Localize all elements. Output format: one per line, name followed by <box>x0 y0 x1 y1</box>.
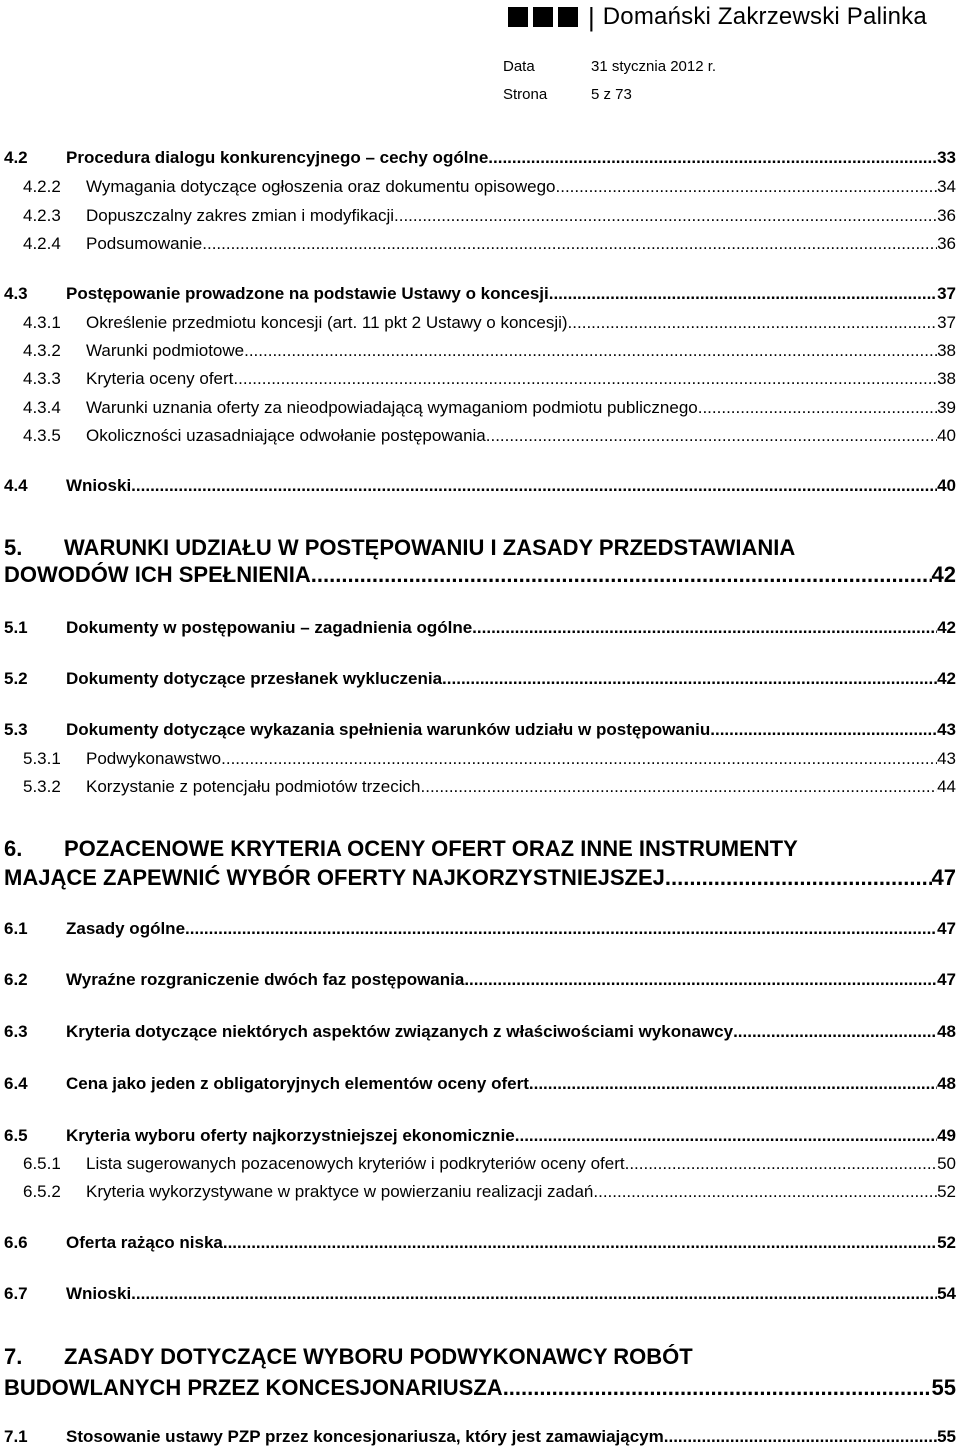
toc-entry[interactable] <box>0 398 956 418</box>
toc-title: Postępowanie prowadzone na podstawie Ustawy o koncesji <box>66 284 549 303</box>
toc-leader <box>311 562 932 588</box>
toc-leader <box>394 206 937 226</box>
toc-leader <box>515 1126 937 1146</box>
toc-title: Kryteria wykorzystywane w praktyce w powierzaniu realizacji zadań <box>86 1182 594 1201</box>
firm-logo <box>508 4 927 30</box>
date-value: 31 stycznia 2012 r. <box>591 58 717 75</box>
toc-page-number: 55 <box>931 1375 956 1400</box>
toc-title: Kryteria oceny ofert <box>86 369 234 388</box>
firm-name: Domański Zakrzewski Palinka <box>602 3 927 30</box>
toc-page-number: 37 <box>937 284 956 303</box>
toc-page-number: 36 <box>937 234 956 253</box>
toc-leader <box>549 284 937 304</box>
toc-number: 7. <box>4 1344 23 1369</box>
toc-number: 6.3 <box>4 1022 28 1041</box>
toc-title: Podwykonawstwo <box>86 749 222 768</box>
toc-page-number: 42 <box>931 562 956 587</box>
toc-number: 4.2.2 <box>23 177 61 196</box>
toc-leader <box>221 749 937 769</box>
toc-leader <box>472 618 937 638</box>
toc-leader <box>233 369 937 389</box>
toc-number: 4.3.4 <box>23 398 61 417</box>
toc-entry[interactable] <box>0 1182 956 1202</box>
toc-chapter-line1 <box>4 1344 693 1370</box>
toc-title: Warunki uznania oferty za nieodpowiadającą wymaganiom podmiotu publicznego <box>86 398 698 417</box>
toc-title: Korzystanie z potencjału podmiotów trzecich <box>86 777 421 796</box>
toc-entry[interactable] <box>0 777 956 797</box>
page-label: Strona <box>503 86 548 103</box>
toc-entry[interactable] <box>0 669 956 689</box>
toc-page-number: 54 <box>937 1284 956 1303</box>
toc-page-number: 38 <box>937 341 956 360</box>
toc-leader <box>131 476 937 496</box>
toc-page-number: 38 <box>937 369 956 388</box>
toc-number: 5.3.2 <box>23 777 61 796</box>
toc-entry[interactable] <box>0 369 956 389</box>
toc-title: Dopuszczalny zakres zmian i modyfikacji <box>86 206 394 225</box>
toc-title: Okoliczności uzasadniające odwołanie postępowania <box>86 426 486 445</box>
toc-entry[interactable] <box>0 749 956 769</box>
toc-leader <box>593 1182 937 1202</box>
toc-title: DOWODÓW ICH SPEŁNIENIA <box>4 562 311 587</box>
toc-entry[interactable] <box>0 1074 956 1094</box>
toc-number: 5.3 <box>4 720 28 739</box>
date-line <box>503 58 716 75</box>
toc-leader <box>185 919 937 939</box>
toc-leader <box>556 177 938 197</box>
toc-chapter-line1 <box>4 836 798 862</box>
toc-entry[interactable] <box>0 177 956 197</box>
toc-entry[interactable] <box>0 919 956 939</box>
toc-number: 4.3.5 <box>23 426 61 445</box>
toc-title: Lista sugerowanych pozacenowych kryteriów i podkryteriów oceny ofert <box>86 1154 625 1173</box>
toc-entry[interactable] <box>0 1126 956 1146</box>
toc-title: Cena jako jeden z obligatoryjnych elementów oceny ofert <box>66 1074 529 1093</box>
toc-page-number: 49 <box>937 1126 956 1145</box>
toc-number: 4.3.1 <box>23 313 61 332</box>
toc-number: 6.5.1 <box>23 1154 61 1173</box>
toc-leader <box>568 313 938 333</box>
toc-title: Warunki podmiotowe <box>86 341 245 360</box>
toc-title: POZACENOWE KRYTERIA OCENY OFERT ORAZ INNE INSTRUMENTY <box>64 836 798 861</box>
toc-entry[interactable] <box>0 1233 956 1253</box>
toc-entry[interactable] <box>0 1022 956 1042</box>
toc-number: 6.5 <box>4 1126 28 1145</box>
toc-entry[interactable] <box>0 426 956 446</box>
toc-leader <box>486 426 937 446</box>
toc-number: 7.1 <box>4 1427 28 1446</box>
toc-leader <box>665 865 932 891</box>
toc-page-number: 50 <box>937 1154 956 1173</box>
toc-entry[interactable] <box>0 970 956 990</box>
toc-number: 6.4 <box>4 1074 28 1093</box>
toc-page-number: 43 <box>937 720 956 739</box>
toc-leader <box>244 341 937 361</box>
toc-title: Kryteria dotyczące niektórych aspektów związanych z właściwościami wykonawcy <box>66 1022 734 1041</box>
toc-page-number: 44 <box>937 777 956 796</box>
toc-page-number: 47 <box>937 919 956 938</box>
toc-number: 5.1 <box>4 618 28 637</box>
toc-page-number: 36 <box>937 206 956 225</box>
toc-leader <box>131 1284 937 1304</box>
toc-number: 6. <box>4 836 23 861</box>
toc-entry[interactable] <box>0 341 956 361</box>
toc-page-number: 40 <box>937 476 956 495</box>
toc-page-number: 48 <box>937 1074 956 1093</box>
toc-page-number: 52 <box>937 1182 956 1201</box>
toc-number: 5.2 <box>4 669 28 688</box>
toc-leader <box>442 669 937 689</box>
toc-page-number: 34 <box>937 177 956 196</box>
toc-title: Wyraźne rozgraniczenie dwóch faz postępowania <box>66 970 465 989</box>
page-value: 5 z 73 <box>591 86 632 103</box>
toc-page-number: 42 <box>937 618 956 637</box>
toc-leader <box>625 1154 937 1174</box>
toc-entry[interactable] <box>0 148 956 168</box>
toc-title: WARUNKI UDZIAŁU W POSTĘPOWANIU I ZASADY PRZEDSTAWIANIA <box>64 535 796 560</box>
toc-title: Kryteria wyboru oferty najkorzystniejszej ekonomicznie <box>66 1126 515 1145</box>
toc-number: 6.2 <box>4 970 28 989</box>
toc-entry[interactable] <box>0 1427 956 1447</box>
toc-page-number: 40 <box>937 426 956 445</box>
toc-leader <box>488 148 937 168</box>
toc-number: 6.6 <box>4 1233 28 1252</box>
toc-leader <box>223 1233 937 1253</box>
toc-entry[interactable] <box>0 1154 956 1174</box>
toc-number: 6.7 <box>4 1284 28 1303</box>
toc-leader <box>664 1427 937 1447</box>
toc-title: Zasady ogólne <box>66 919 186 938</box>
toc-number: 5. <box>4 535 23 560</box>
toc-number: 4.3 <box>4 284 28 303</box>
toc-page-number: 33 <box>937 148 956 167</box>
toc-leader <box>698 398 937 418</box>
toc-title: BUDOWLANYCH PRZEZ KONCESJONARIUSZA <box>4 1375 503 1400</box>
toc-page-number: 42 <box>937 669 956 688</box>
toc-page-number: 37 <box>937 313 956 332</box>
toc-leader <box>421 777 938 797</box>
logo-square-icon <box>508 7 528 27</box>
toc-page-number: 47 <box>931 865 956 890</box>
toc-title: Procedura dialogu konkurencyjnego – cechy ogólne <box>66 148 489 167</box>
toc-title: Dokumenty dotyczące wykazania spełnienia warunków udziału w postępowaniu <box>66 720 711 739</box>
toc-title: Wymagania dotyczące ogłoszenia oraz dokumentu opisowego <box>86 177 556 196</box>
toc-chapter-line1 <box>4 535 795 561</box>
toc-page-number: 52 <box>937 1233 956 1252</box>
toc-entry[interactable] <box>0 1375 956 1401</box>
date-label: Data <box>503 58 535 75</box>
toc-title: ZASADY DOTYCZĄCE WYBORU PODWYKONAWCY ROBÓT <box>64 1344 693 1369</box>
toc-leader <box>529 1074 937 1094</box>
toc-number: 4.2.3 <box>23 206 61 225</box>
toc-title: Wnioski <box>66 476 132 495</box>
toc-number: 6.1 <box>4 919 28 938</box>
toc-entry[interactable] <box>0 562 956 588</box>
toc-leader <box>503 1375 932 1401</box>
logo-square-icon <box>558 7 578 27</box>
toc-title: Podsumowanie <box>86 234 203 253</box>
toc-title: Dokumenty dotyczące przesłanek wykluczenia <box>66 669 443 688</box>
toc-page-number: 47 <box>937 970 956 989</box>
toc-title: Wnioski <box>66 1284 132 1303</box>
toc-page-number: 55 <box>937 1427 956 1446</box>
toc-title: MAJĄCE ZAPEWNIĆ WYBÓR OFERTY NAJKORZYSTNIEJSZEJ <box>4 865 665 890</box>
toc-entry[interactable] <box>0 476 956 496</box>
toc-number: 4.3.3 <box>23 369 61 388</box>
toc-title: Określenie przedmiotu koncesji (art. 11 pkt 2 Ustawy o koncesji) <box>86 313 568 332</box>
toc-page-number: 48 <box>937 1022 956 1041</box>
toc-leader <box>733 1022 937 1042</box>
toc-entry[interactable] <box>0 720 956 740</box>
toc-entry[interactable] <box>0 206 956 226</box>
toc-entry[interactable] <box>0 234 956 254</box>
page-line <box>503 86 632 103</box>
logo-square-icon <box>533 7 553 27</box>
toc-number: 4.2 <box>4 148 28 167</box>
toc-page-number: 43 <box>937 749 956 768</box>
toc-number: 5.3.1 <box>23 749 61 768</box>
toc-leader <box>710 720 937 740</box>
toc-leader <box>464 970 937 990</box>
toc-number: 6.5.2 <box>23 1182 61 1201</box>
toc-entry[interactable] <box>0 313 956 333</box>
toc-title: Stosowanie ustawy PZP przez koncesjonariusza, który jest zamawiającym <box>66 1427 664 1446</box>
toc-entry[interactable] <box>0 618 956 638</box>
logo-separator: | <box>588 2 595 32</box>
toc-page-number: 39 <box>937 398 956 417</box>
toc-entry[interactable] <box>0 1284 956 1304</box>
toc-title: Oferta rażąco niska <box>66 1233 223 1252</box>
toc-number: 4.2.4 <box>23 234 61 253</box>
toc-entry[interactable] <box>0 865 956 891</box>
toc-title: Dokumenty w postępowaniu – zagadnienia ogólne <box>66 618 473 637</box>
toc-number: 4.4 <box>4 476 28 495</box>
toc-number: 4.3.2 <box>23 341 61 360</box>
toc-leader <box>202 234 937 254</box>
toc-entry[interactable] <box>0 284 956 304</box>
